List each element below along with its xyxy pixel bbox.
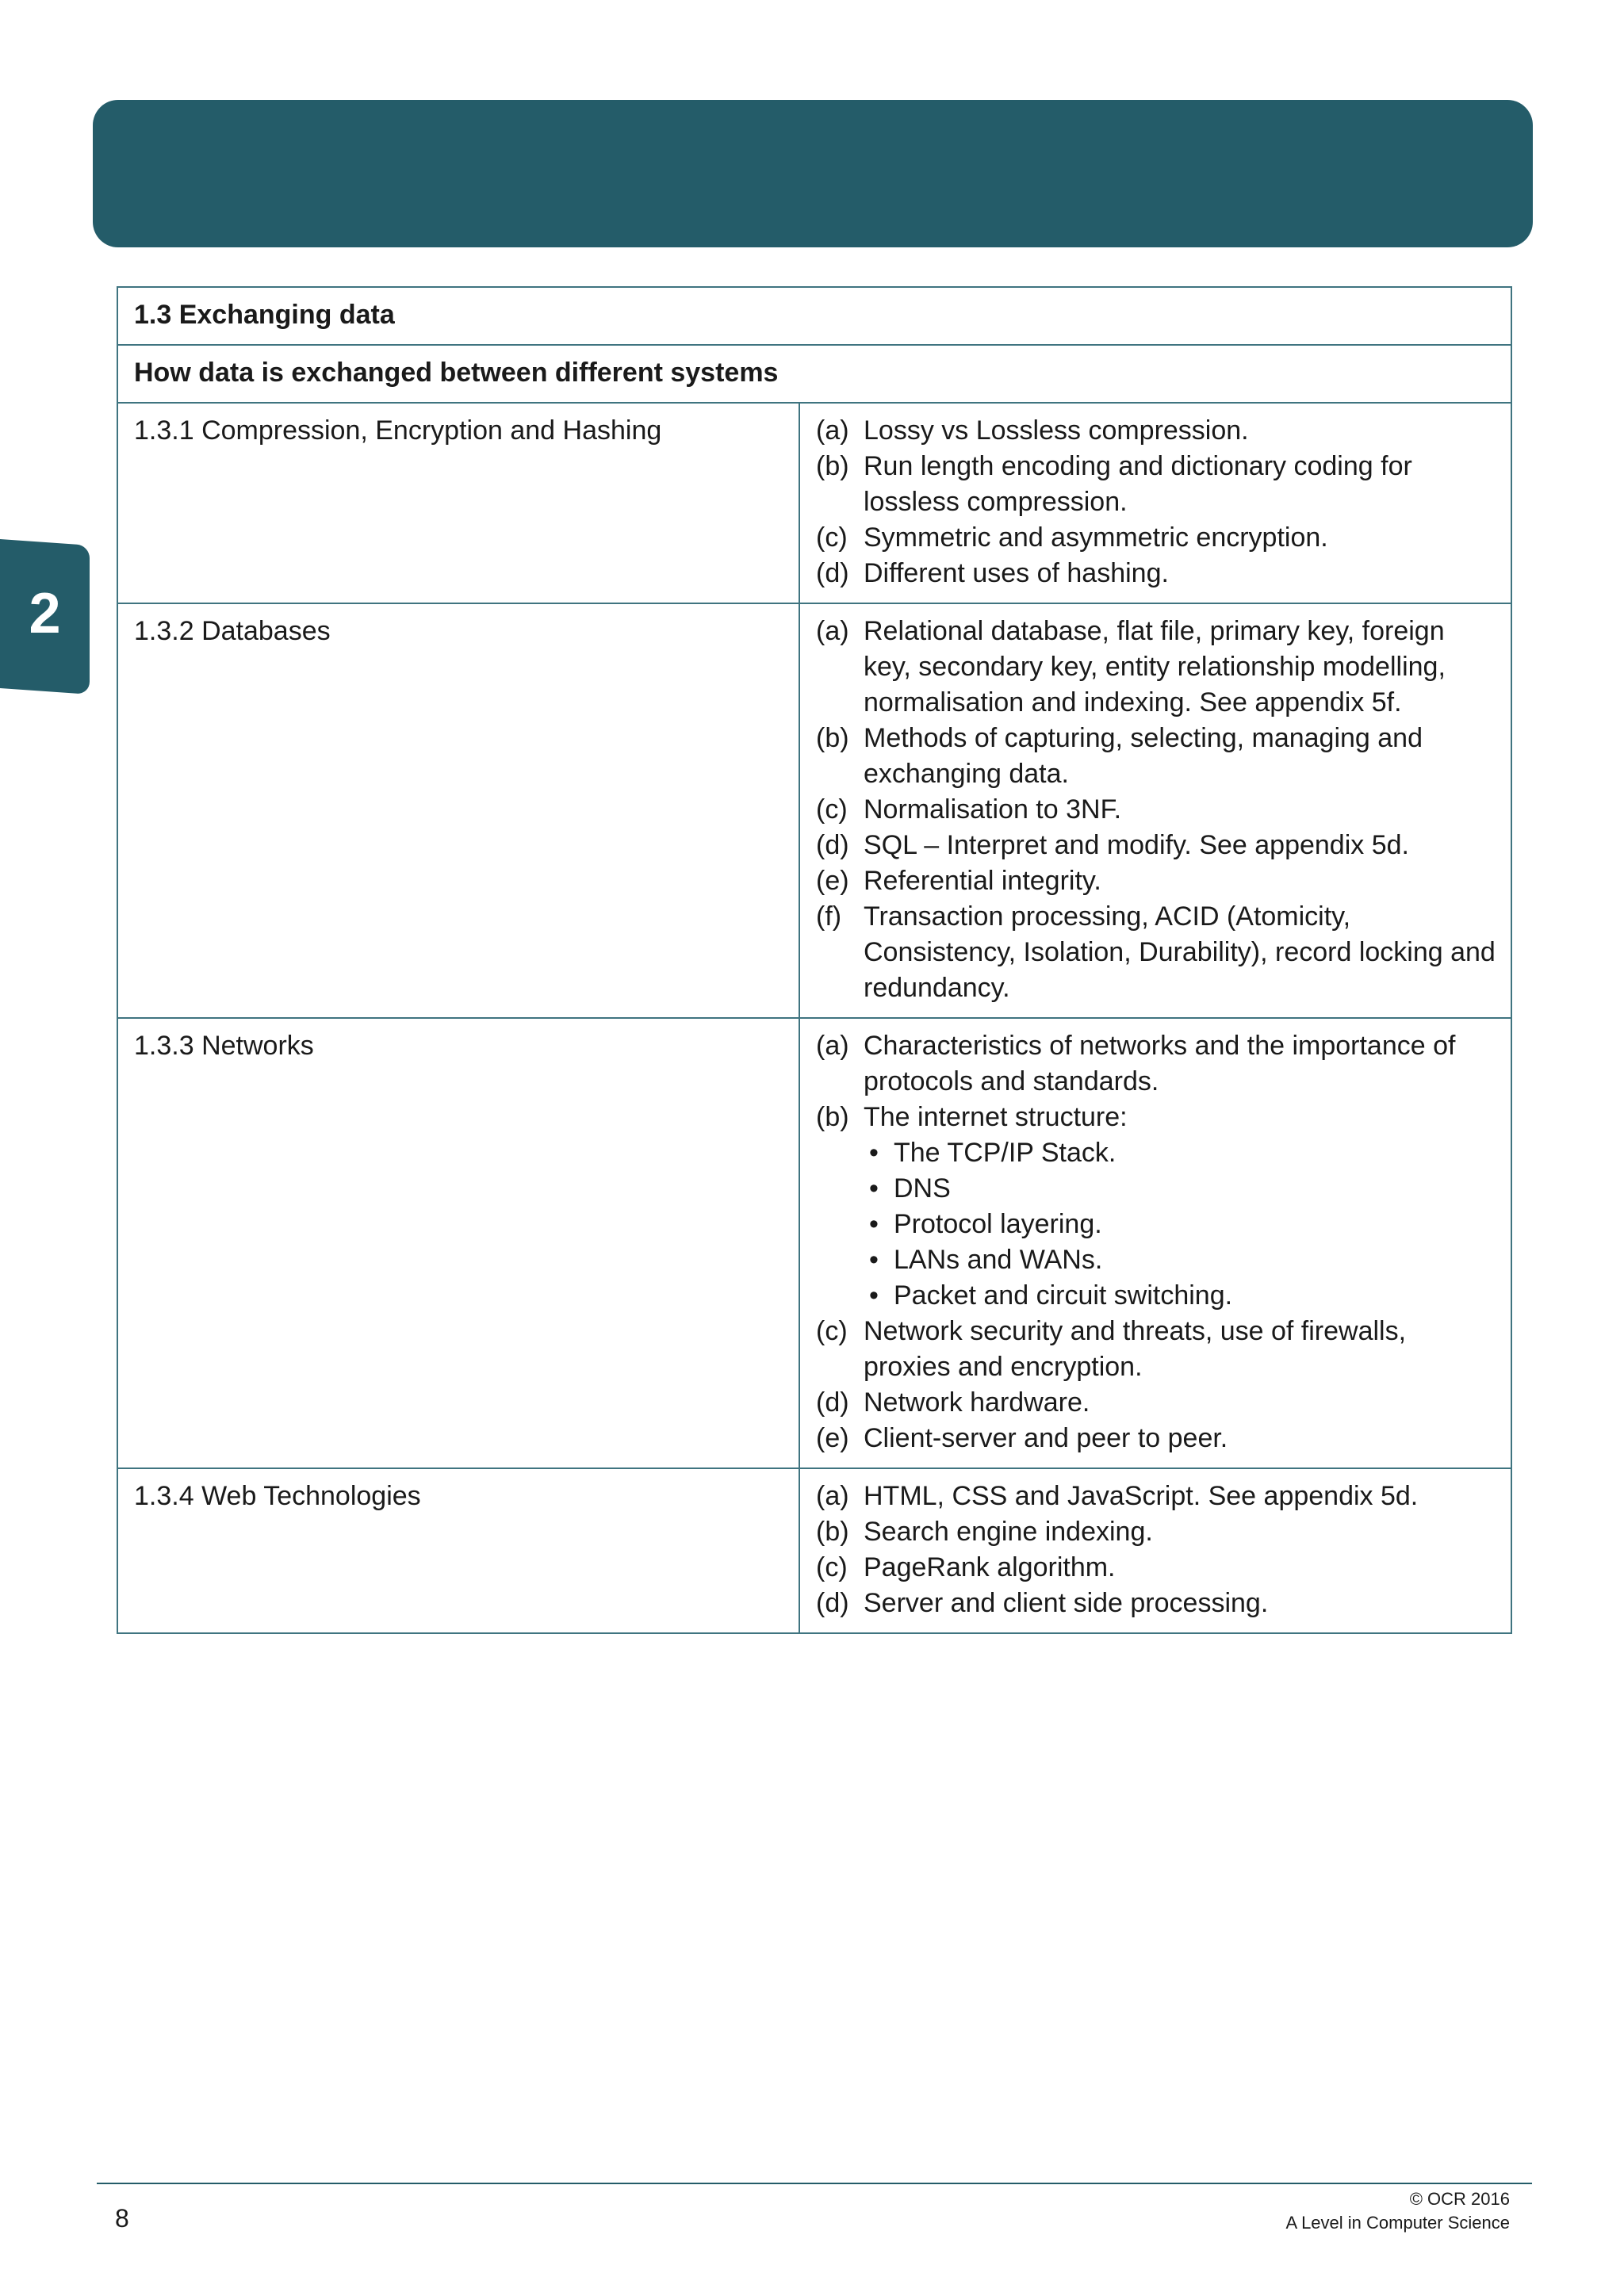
item-text: The internet structure:: [864, 1102, 1128, 1132]
page-number: 8: [115, 2204, 129, 2233]
bullet-item: [816, 1242, 1496, 1278]
content-cell: [799, 1018, 1511, 1468]
item-text: Search engine indexing.: [864, 1517, 1153, 1547]
bullet-text: The TCP/IP Stack.: [894, 1138, 1116, 1168]
bullet-item: [816, 1278, 1496, 1314]
item-label: (c): [816, 1316, 848, 1346]
list-item: [816, 1028, 1496, 1100]
list-item: [816, 413, 1496, 449]
table-row: [117, 1468, 1511, 1633]
item-text: Client-server and peer to peer.: [864, 1423, 1228, 1453]
item-body: [864, 828, 1496, 863]
item-body: [864, 413, 1496, 449]
item-body: [864, 1314, 1496, 1385]
list-item: [816, 1586, 1496, 1621]
item-text: Different uses of hashing.: [864, 558, 1169, 588]
item-text: Transaction processing, ACID (Atomicity, Consistency, Isolation, Durability), record locking and redundancy.: [864, 901, 1496, 1003]
bullet-list: [816, 1135, 1496, 1314]
topic-cell: 1.3.4 Web Technologies: [117, 1468, 799, 1633]
list-item: [816, 1514, 1496, 1550]
topic-cell: 1.3.3 Networks: [117, 1018, 799, 1468]
item-body: [864, 1385, 1496, 1421]
list-item: [816, 1479, 1496, 1514]
bullet-text: DNS: [894, 1173, 951, 1203]
item-label: (c): [816, 794, 848, 825]
item-body: [864, 614, 1496, 721]
topic-cell: 1.3.2 Databases: [117, 603, 799, 1018]
item-body: [864, 721, 1496, 792]
item-body: [864, 1514, 1496, 1550]
item-text: SQL – Interpret and modify. See appendix 5d.: [864, 830, 1409, 860]
list-item: [816, 1100, 1496, 1135]
item-text: PageRank algorithm.: [864, 1552, 1116, 1582]
item-label: (d): [816, 1387, 849, 1418]
list-item: [816, 1385, 1496, 1421]
item-list: [816, 1479, 1496, 1621]
list-item: [816, 1314, 1496, 1385]
item-body: [864, 449, 1496, 520]
list-item: [816, 828, 1496, 863]
bullet-icon: •: [869, 1280, 879, 1311]
item-label: (b): [816, 1517, 849, 1547]
item-list: [816, 614, 1496, 1006]
item-label: (f): [816, 901, 842, 932]
list-item: [816, 863, 1496, 899]
item-text: Network security and threats, use of firewalls, proxies and encryption.: [864, 1316, 1407, 1382]
publication-title: A Level in Computer Science: [1285, 2213, 1510, 2233]
item-label: (a): [816, 1481, 849, 1511]
footer-divider: [97, 2183, 1532, 2184]
item-list: [816, 1028, 1496, 1456]
bullet-text: Packet and circuit switching.: [894, 1280, 1233, 1311]
list-item: [816, 792, 1496, 828]
specification-table: [117, 286, 1512, 1634]
item-text: Relational database, flat file, primary key, foreign key, secondary key, entity relationship modelling, normalisation and indexing. See appendix 5f.: [864, 616, 1446, 718]
item-body: [864, 863, 1496, 899]
item-label: (d): [816, 830, 849, 860]
item-label: (b): [816, 1102, 849, 1132]
content-cell: [799, 1468, 1511, 1633]
item-label: (a): [816, 616, 849, 646]
list-item: [816, 614, 1496, 721]
section-subtitle-row: [117, 345, 1511, 403]
item-label: (e): [816, 866, 849, 896]
item-body: [864, 520, 1496, 556]
section-tab-number: 2: [29, 582, 61, 645]
item-text: HTML, CSS and JavaScript. See appendix 5d.: [864, 1481, 1419, 1511]
item-body: [864, 1421, 1496, 1456]
bullet-item: [816, 1135, 1496, 1171]
item-text: Network hardware.: [864, 1387, 1090, 1418]
table-row: [117, 1018, 1511, 1468]
table-row: [117, 403, 1511, 603]
item-label: (e): [816, 1423, 849, 1453]
bullet-item: [816, 1207, 1496, 1242]
item-label: (b): [816, 723, 849, 753]
table-row: [117, 603, 1511, 1018]
item-body: [864, 1100, 1496, 1135]
item-label: (b): [816, 451, 849, 481]
item-body: [864, 1586, 1496, 1621]
section-subtitle: How data is exchanged between different systems: [117, 345, 1511, 403]
bullet-icon: •: [869, 1209, 879, 1239]
list-item: [816, 899, 1496, 1006]
list-item: [816, 1550, 1496, 1586]
topic-cell: 1.3.1 Compression, Encryption and Hashing: [117, 403, 799, 603]
item-label: (d): [816, 558, 849, 588]
item-text: Lossy vs Lossless compression.: [864, 415, 1249, 446]
header-banner: [93, 100, 1533, 247]
footer-info: [1286, 2187, 1511, 2235]
item-list: [816, 413, 1496, 591]
item-label: (c): [816, 522, 848, 553]
bullet-text: LANs and WANs.: [894, 1245, 1103, 1275]
item-text: Methods of capturing, selecting, managing and exchanging data.: [864, 723, 1423, 789]
item-text: Normalisation to 3NF.: [864, 794, 1122, 825]
bullet-icon: •: [869, 1173, 879, 1203]
item-body: [864, 792, 1496, 828]
item-body: [864, 1550, 1496, 1586]
item-body: [864, 1479, 1496, 1514]
item-label: (c): [816, 1552, 848, 1582]
list-item: [816, 721, 1496, 792]
item-text: Run length encoding and dictionary coding for lossless compression.: [864, 451, 1412, 517]
item-label: (d): [816, 1588, 849, 1618]
item-body: [864, 1028, 1496, 1100]
list-item: [816, 1421, 1496, 1456]
item-text: Server and client side processing.: [864, 1588, 1269, 1618]
section-title: 1.3 Exchanging data: [117, 287, 1511, 345]
list-item: [816, 520, 1496, 556]
item-text: Referential integrity.: [864, 866, 1101, 896]
list-item: [816, 449, 1496, 520]
item-text: Symmetric and asymmetric encryption.: [864, 522, 1328, 553]
section-title-row: [117, 287, 1511, 345]
content-cell: [799, 603, 1511, 1018]
copyright: © OCR 2016: [1409, 2189, 1510, 2209]
bullet-icon: •: [869, 1138, 879, 1168]
item-text: Characteristics of networks and the importance of protocols and standards.: [864, 1031, 1456, 1096]
item-body: [864, 899, 1496, 1006]
item-body: [864, 556, 1496, 591]
bullet-item: [816, 1171, 1496, 1207]
content-cell: [799, 403, 1511, 603]
list-item: [816, 556, 1496, 591]
item-label: (a): [816, 1031, 849, 1061]
bullet-text: Protocol layering.: [894, 1209, 1102, 1239]
item-label: (a): [816, 415, 849, 446]
bullet-icon: •: [869, 1245, 879, 1275]
